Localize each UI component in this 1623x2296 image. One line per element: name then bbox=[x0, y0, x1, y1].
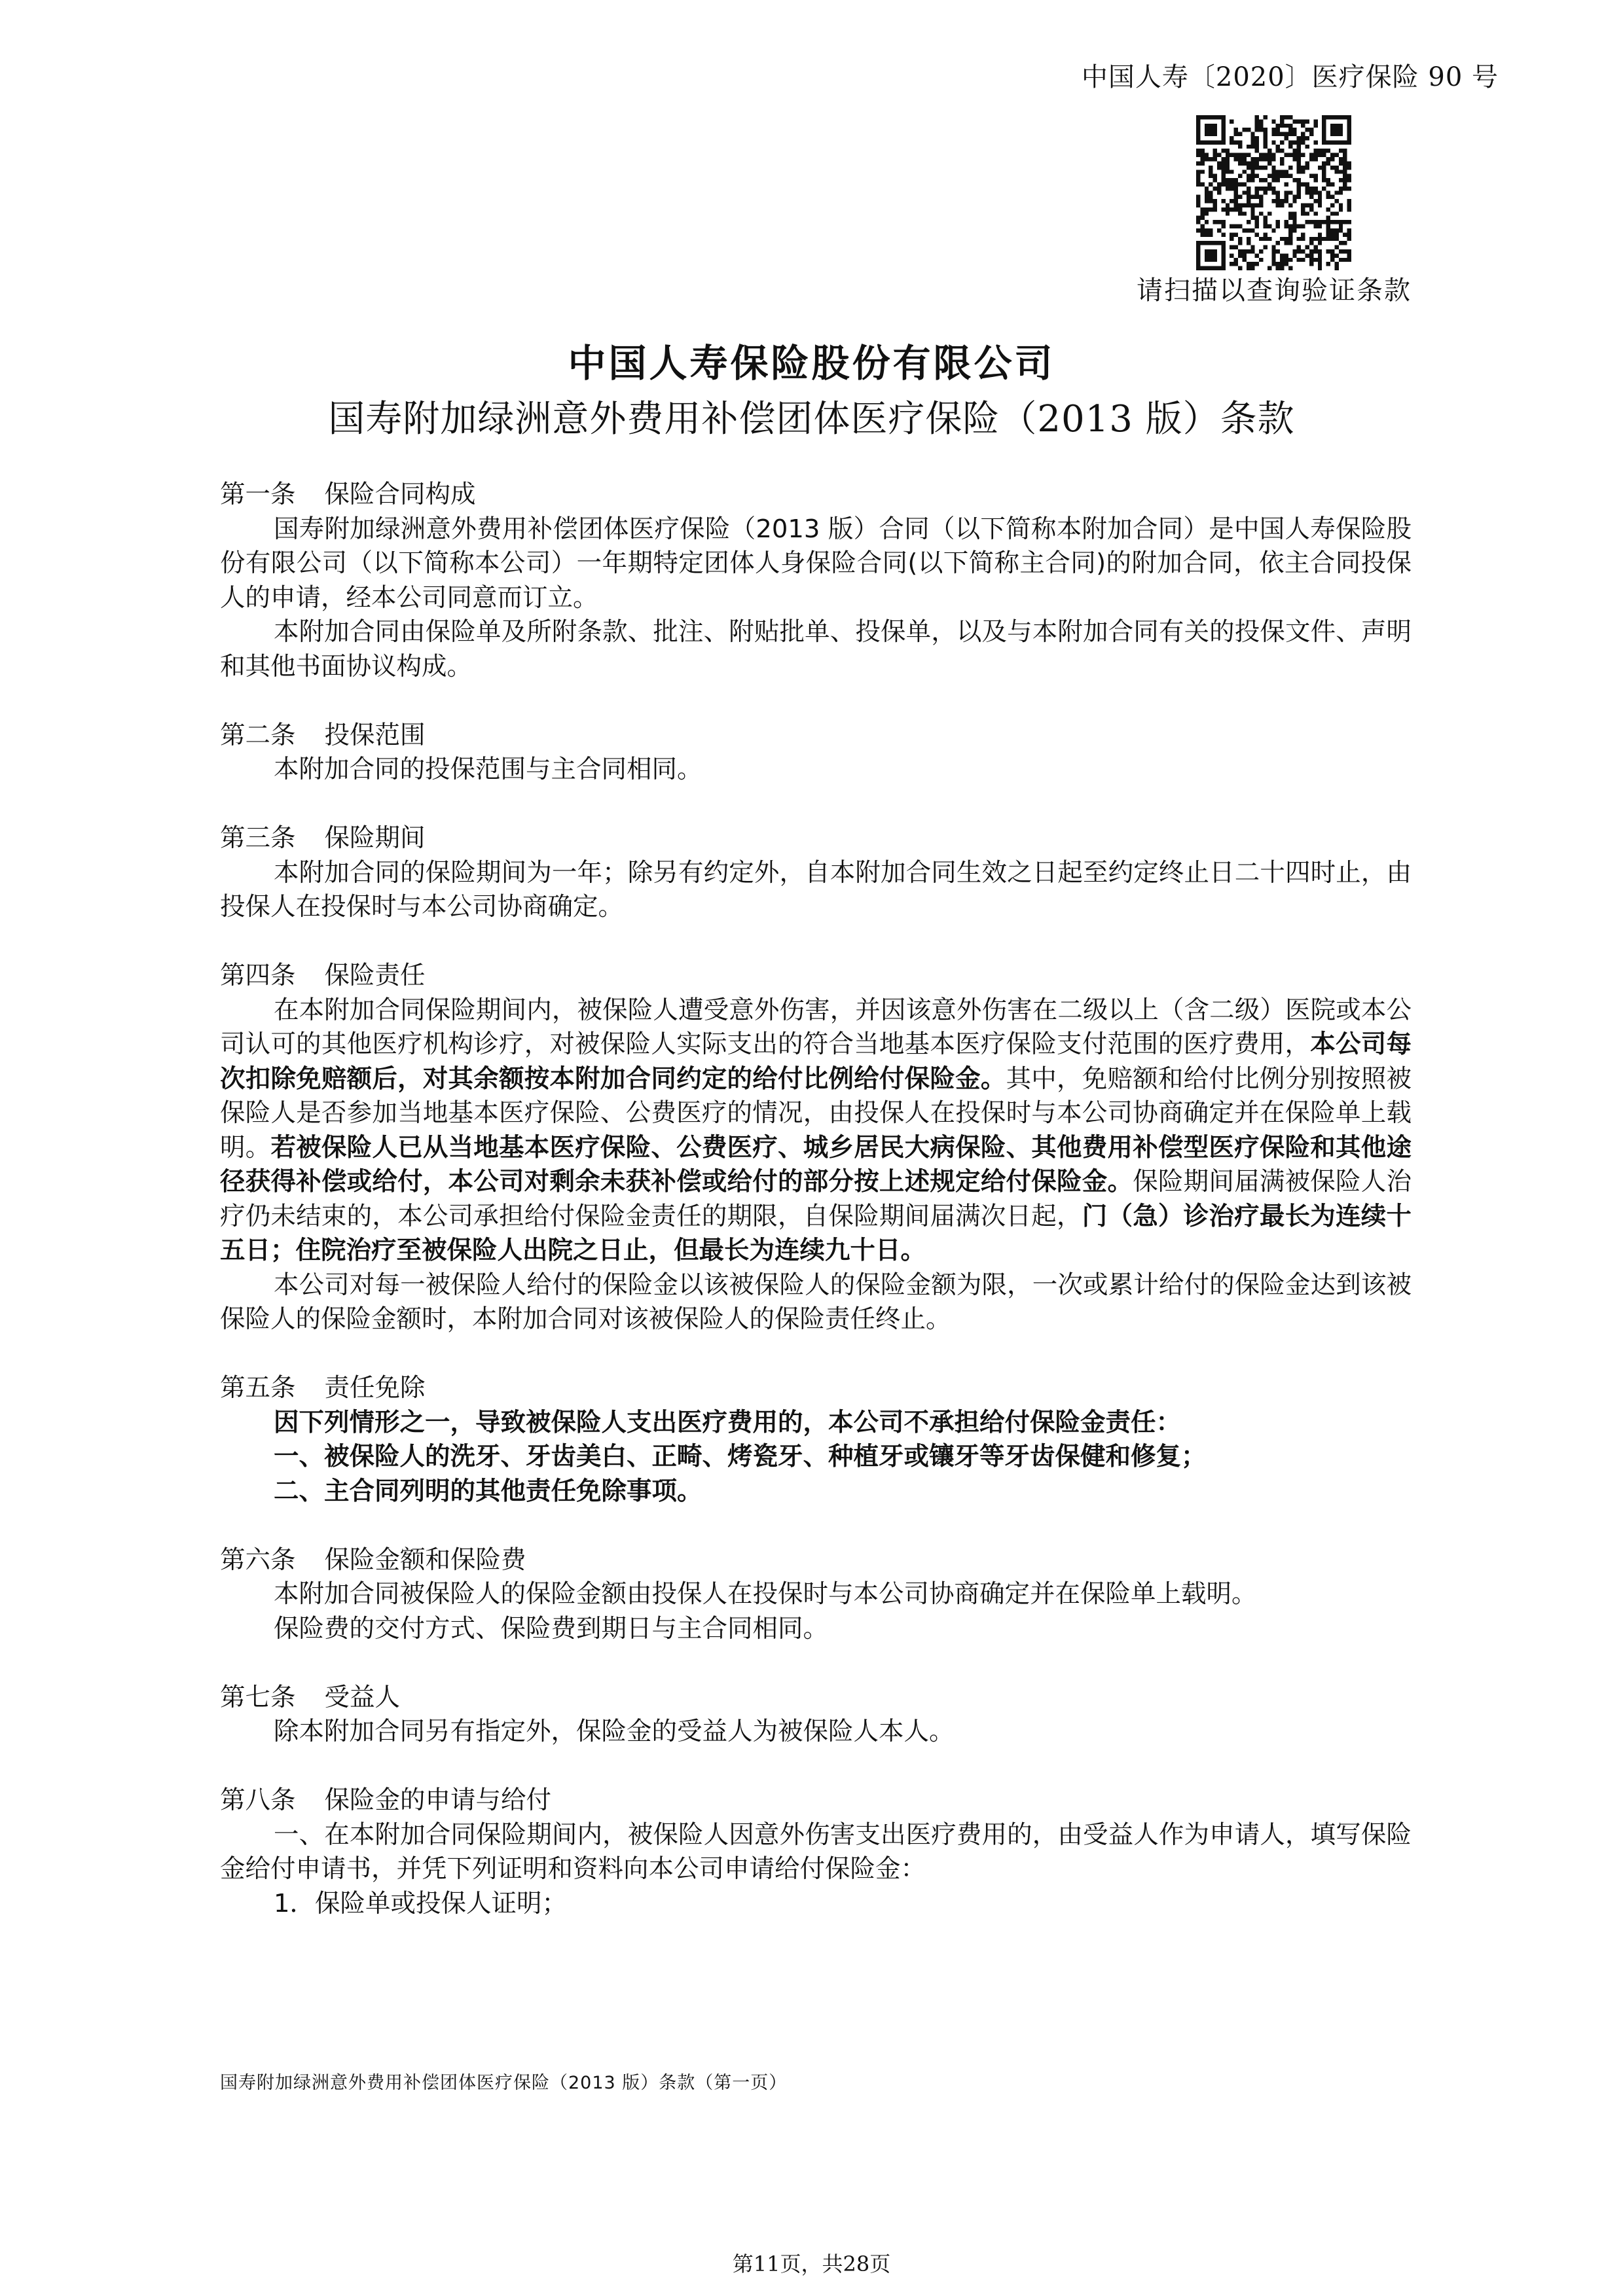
bold-clause-text: 若被保险人已从当地基本医疗保险、公费医疗、城乡居民大病保险、其他费用补偿型医疗保险和其他途径获得补偿或给付，本公司对剩余未获补偿或给付的部分按上述规定给付保险金。 bbox=[220, 1132, 1412, 1196]
article-1 bbox=[220, 478, 1412, 684]
article-paragraph: 本附加合同的保险期间为一年；除另有约定外，自本附加合同生效之日起至约定终止日二十四时止，由投保人在投保时与本公司协商确定。 bbox=[220, 857, 1412, 922]
article-paragraph bbox=[220, 994, 1412, 1268]
qr-code-icon[interactable] bbox=[1196, 115, 1351, 270]
article-heading bbox=[220, 959, 1412, 994]
article-paragraph: 一、在本附加合同保险期间内，被保险人因意外伤害支出医疗费用的，由受益人作为申请人，填写保险金给付申请书，并凭下列证明和资料向本公司申请给付保险金： bbox=[220, 1820, 1412, 1884]
article-title: 保险合同构成 bbox=[324, 480, 476, 509]
article-title: 保险金的申请与给付 bbox=[324, 1785, 552, 1815]
bold-clause-text: 门（急）诊治疗最长为连续十五日；住院治疗至被保险人出院之日止，但最长为连续九十日。 bbox=[220, 1201, 1412, 1265]
exclusion-item: 一、被保险人的洗牙、牙齿美白、正畸、烤瓷牙、种植牙或镶牙等牙齿保健和修复； bbox=[274, 1442, 1207, 1471]
clauses-body bbox=[220, 478, 1412, 1956]
paragraph-text: 在本附加合同保险期间内，被保险人遭受意外伤害，并因该意外伤害在二级以上（含二级）医院或本公司认可的其他医疗机构诊疗，对被保险人实际支出的符合当地基本医疗保险支付范围的医疗费用， bbox=[220, 995, 1412, 1059]
article-title: 保险责任 bbox=[324, 961, 426, 990]
exclusion-item: 二、主合同列明的其他责任免除事项。 bbox=[274, 1476, 702, 1506]
article-title: 保险金额和保险费 bbox=[324, 1545, 526, 1575]
footer-doc-title: 国寿附加绿洲意外费用补偿团体医疗保险（2013 版）条款（第一页） bbox=[220, 2073, 788, 2093]
article-number: 第四条 bbox=[220, 961, 296, 990]
list-item: 1．保险单或投保人证明； bbox=[274, 1888, 567, 1918]
article-number: 第三条 bbox=[220, 823, 296, 853]
article-heading bbox=[220, 1784, 1412, 1818]
article-heading bbox=[220, 719, 1412, 753]
article-paragraph: 因下列情形之一，导致被保险人支出医疗费用的，本公司不承担给付保险金责任： bbox=[274, 1407, 1182, 1437]
article-heading bbox=[220, 1543, 1412, 1578]
article-paragraph: 除本附加合同另有指定外，保险金的受益人为被保险人本人。 bbox=[274, 1717, 955, 1746]
product-title: 国寿附加绿洲意外费用补偿团体医疗保险（2013 版）条款 bbox=[328, 398, 1295, 440]
article-2 bbox=[220, 719, 1412, 787]
article-number: 第五条 bbox=[220, 1373, 296, 1403]
article-number: 第二条 bbox=[220, 720, 296, 750]
page-number: 第11页，共28页 bbox=[732, 2251, 891, 2276]
article-title: 投保范围 bbox=[324, 720, 426, 750]
paragraph-text: 保险期间届满被保险人治疗仍未结束的，本公司承担给付保险金责任的期限，自保险期间届满次日起， bbox=[220, 1167, 1412, 1231]
paragraph-text: 其中，免赔额和给付比例分别按照被保险人是否参加当地基本医疗保险、公费医疗的情况，由投保人在投保时与本公司协商确定并在保险单上载明。 bbox=[220, 1064, 1412, 1162]
article-number: 第八条 bbox=[220, 1785, 296, 1815]
qr-caption: 请扫描以查询验证条款 bbox=[1137, 276, 1412, 306]
article-heading bbox=[220, 1681, 1412, 1715]
article-heading bbox=[220, 1371, 1412, 1406]
article-number: 第一条 bbox=[220, 480, 296, 509]
article-5 bbox=[220, 1371, 1412, 1509]
article-title: 责任免除 bbox=[324, 1373, 426, 1403]
article-title: 保险期间 bbox=[324, 823, 426, 853]
article-7 bbox=[220, 1681, 1412, 1749]
article-paragraph: 保险费的交付方式、保险费到期日与主合同相同。 bbox=[274, 1613, 829, 1643]
qr-code-graphic bbox=[1196, 115, 1351, 270]
article-paragraph: 本附加合同的投保范围与主合同相同。 bbox=[274, 755, 702, 784]
document-number: 中国人寿〔2020〕医疗保险 90 号 bbox=[1081, 62, 1499, 92]
bold-clause-text: 本公司每次扣除免赔额后，对其余额按本附加合同约定的给付比例给付保险金。 bbox=[220, 1030, 1412, 1094]
company-name: 中国人寿保险股份有限公司 bbox=[568, 341, 1055, 386]
article-3 bbox=[220, 821, 1412, 925]
article-8 bbox=[220, 1784, 1412, 1921]
article-paragraph: 本附加合同被保险人的保险金额由投保人在投保时与本公司协商确定并在保险单上载明。 bbox=[274, 1579, 1257, 1609]
article-number: 第七条 bbox=[220, 1682, 296, 1712]
article-heading bbox=[220, 478, 1412, 512]
article-title: 受益人 bbox=[324, 1682, 401, 1712]
article-paragraph: 本附加合同由保险单及所附条款、批注、附贴批单、投保单，以及与本附加合同有关的投保文件、声明和其他书面协议构成。 bbox=[220, 617, 1412, 681]
article-heading bbox=[220, 821, 1412, 856]
article-paragraph: 本公司对每一被保险人给付的保险金以该被保险人的保险金额为限，一次或累计给付的保险金达到该被保险人的保险金额时，本附加合同对该被保险人的保险责任终止。 bbox=[220, 1270, 1412, 1334]
article-paragraph: 国寿附加绿洲意外费用补偿团体医疗保险（2013 版）合同（以下简称本附加合同）是中国人寿保险股份有限公司（以下简称本公司）一年期特定团体人身保险合同(以下简称主合同)的附加合同，依主合同投保人的申请，经本公司同意而订立。 bbox=[220, 514, 1412, 613]
article-4 bbox=[220, 959, 1412, 1337]
article-6 bbox=[220, 1543, 1412, 1647]
article-number: 第六条 bbox=[220, 1545, 296, 1575]
